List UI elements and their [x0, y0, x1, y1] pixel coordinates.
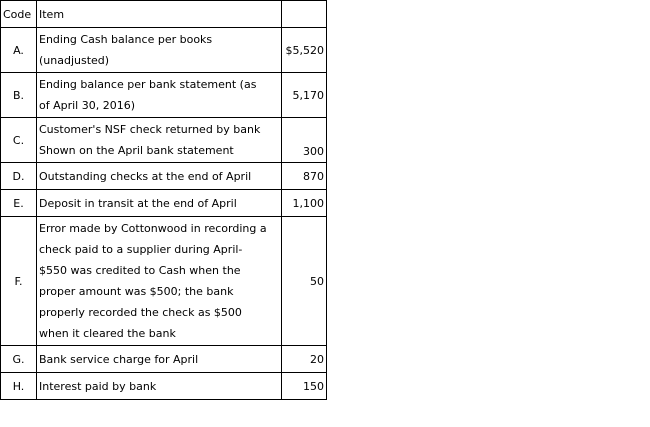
- table-row: [1, 163, 327, 190]
- row-item: Ending balance per bank statement (as of April 30, 2016): [37, 73, 282, 118]
- row-amount: 20: [282, 346, 327, 373]
- table-row: [1, 346, 327, 373]
- header-row: [1, 1, 327, 28]
- row-code: G.: [1, 346, 37, 373]
- table-row: [1, 73, 327, 118]
- row-item: Customer's NSF check returned by bank Shown on the April bank statement: [37, 118, 282, 163]
- row-amount: 1,100: [282, 190, 327, 217]
- row-code: D.: [1, 163, 37, 190]
- row-item: Error made by Cottonwood in recording a check paid to a supplier during April- $550 was credited to Cash when the proper amount was $500; the bank properly recorded the check as $500 when it cleared the bank: [37, 217, 282, 346]
- row-code: E.: [1, 190, 37, 217]
- table-row: [1, 28, 327, 73]
- table-row: [1, 118, 327, 163]
- table-row: [1, 217, 327, 346]
- header-code: Code: [1, 1, 37, 28]
- row-code: F.: [1, 217, 37, 346]
- row-amount: 150: [282, 373, 327, 400]
- bank-reconciliation-table: [0, 0, 327, 400]
- row-item: Ending Cash balance per books (unadjusted): [37, 28, 282, 73]
- table-row: [1, 373, 327, 400]
- row-item: Outstanding checks at the end of April: [37, 163, 282, 190]
- row-item: Interest paid by bank: [37, 373, 282, 400]
- row-code: C.: [1, 118, 37, 163]
- row-code: H.: [1, 373, 37, 400]
- header-item: Item: [37, 1, 282, 28]
- row-amount: 5,170: [282, 73, 327, 118]
- row-item: Deposit in transit at the end of April: [37, 190, 282, 217]
- row-amount: 870: [282, 163, 327, 190]
- header-amount: [282, 1, 327, 28]
- table-row: [1, 190, 327, 217]
- row-amount: 50: [282, 217, 327, 346]
- row-item: Bank service charge for April: [37, 346, 282, 373]
- row-code: B.: [1, 73, 37, 118]
- row-amount: 300: [282, 118, 327, 163]
- row-code: A.: [1, 28, 37, 73]
- row-amount: $5,520: [282, 28, 327, 73]
